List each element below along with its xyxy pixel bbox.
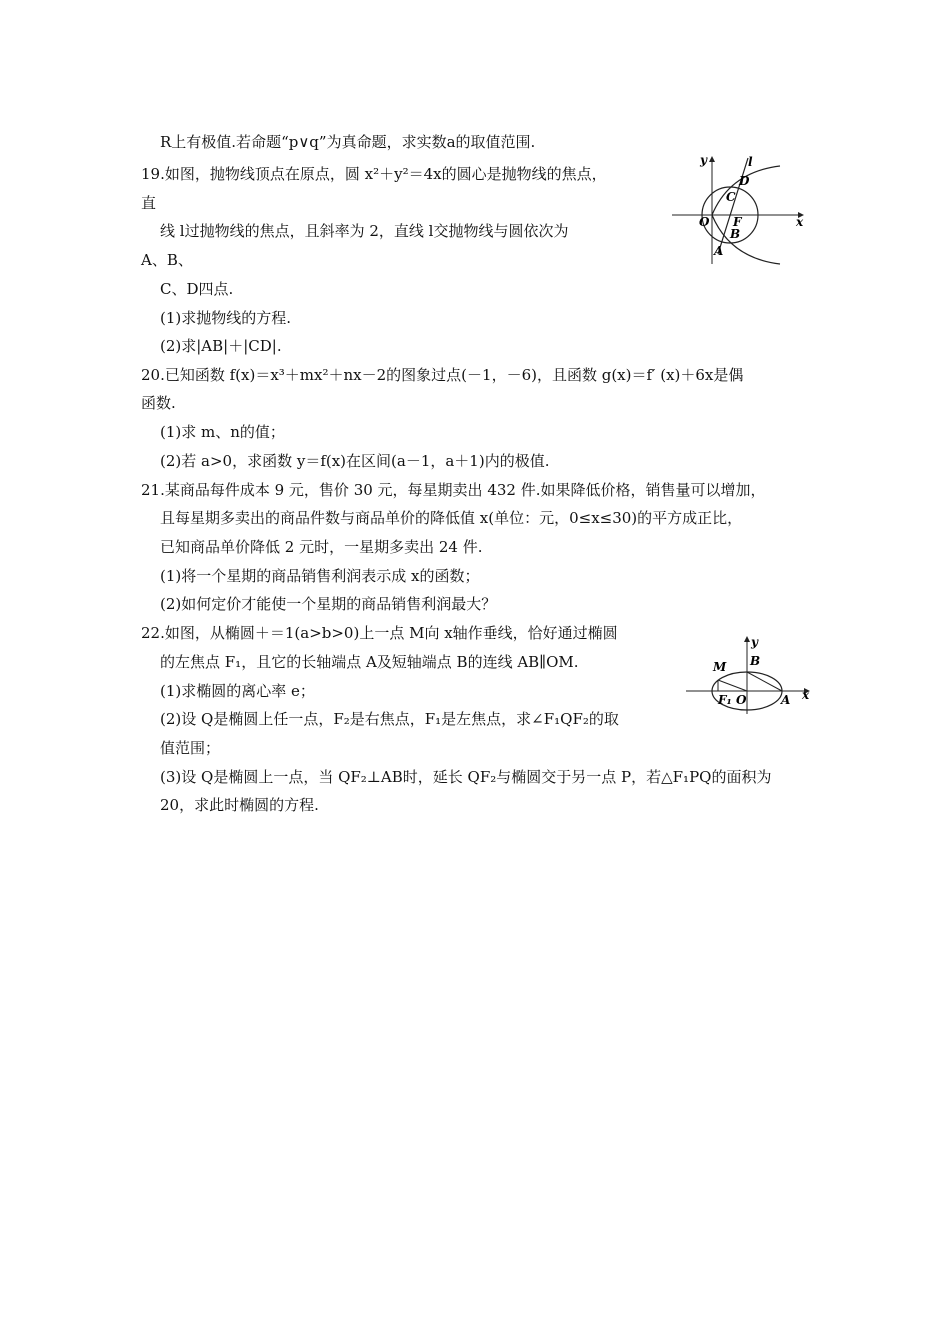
problem-22-part-3a: (3)设 Q是椭圆上一点，当 QF₂⊥AB时，延长 QF₂与椭圆交于另一点 P，若△F₁PQ的面积为 <box>160 768 772 786</box>
y-axis-arrow <box>709 156 715 162</box>
label-M: M <box>713 660 727 674</box>
problem-21-line-3: 已知商品单价降低 2 元时，一星期多卖出 24 件. <box>160 538 483 556</box>
problem-21-part-2: (2)如何定价才能使一个星期的商品销售利润最大？ <box>160 595 497 613</box>
problem-22-part-2a: (2)设 Q是椭圆上任一点，F₂是右焦点，F₁是左焦点，求∠F₁QF₂的取 <box>160 710 619 728</box>
problem-22-part-2b: 值范围； <box>160 739 221 757</box>
problem-22-part-1: (1)求椭圆的离心率 e； <box>160 682 315 700</box>
problem-20-line-1: 20.已知函数 f(x)＝x³＋mx²＋nx－2的图象过点(－1，－6)，且函数 g(x)＝f′ (x)＋6x是偶 <box>141 366 744 384</box>
label-B: B <box>730 227 741 241</box>
problem-19-line-2: 直 <box>141 194 157 212</box>
problem-18-tail: R上有极值.若命题“p∨q”为真命题，求实数a的取值范围. <box>160 133 536 151</box>
problem-19-line-5: C、D四点. <box>160 280 234 298</box>
om-segment <box>718 680 747 691</box>
parabola-circle-figure <box>670 152 810 270</box>
label-l: l <box>748 155 753 169</box>
problem-22-line-2: 的左焦点 F₁，且它的长轴端点 A及短轴端点 B的连线 AB∥OM. <box>160 653 579 671</box>
label-y: y <box>751 636 758 649</box>
label-A: A <box>781 693 791 707</box>
problem-22-line-1: 22.如图，从椭圆＋＝1(a>b>0)上一点 M向 x轴作垂线，恰好通过椭圆 <box>141 624 618 642</box>
problem-20-line-2: 函数. <box>141 394 176 412</box>
problem-21-line-1: 21.某商品每件成本 9 元，售价 30 元，每星期卖出 432 件.如果降低价格，销售量可以增加， <box>141 481 766 499</box>
problem-20-part-2: (2)若 a>0，求函数 y＝f(x)在区间(a－1，a＋1)内的极值. <box>160 452 550 470</box>
label-C: C <box>726 190 736 204</box>
label-F1: F₁ <box>718 693 732 707</box>
label-x: x <box>802 688 810 702</box>
label-y: y <box>700 153 707 167</box>
problem-19-line-4: A、B、 <box>141 251 193 269</box>
problem-19-part-1: (1)求抛物线的方程. <box>160 309 292 327</box>
label-A: A <box>714 244 724 258</box>
problem-21-part-1: (1)将一个星期的商品销售利润表示成 x的函数； <box>160 567 480 585</box>
label-B: B <box>750 654 761 668</box>
problem-19-part-2: (2)求|AB|＋|CD|. <box>160 337 282 355</box>
ellipse-figure <box>684 636 814 716</box>
problem-19-line-1: 19.如图，抛物线顶点在原点，圆 x²＋y²＝4x的圆心是抛物线的焦点， <box>141 165 607 183</box>
problem-22-part-3b: 20，求此时椭圆的方程. <box>160 796 319 814</box>
y-axis-arrow <box>744 636 750 642</box>
problem-21-line-2: 且每星期多卖出的商品件数与商品单价的降低值 x(单位：元，0≤x≤30)的平方成正比， <box>160 509 743 527</box>
label-x: x <box>796 215 804 229</box>
problem-20-part-1: (1)求 m、n的值； <box>160 423 285 441</box>
label-O: O <box>699 215 710 229</box>
problem-19-line-3: 线 l过抛物线的焦点，且斜率为 2，直线 l交抛物线与圆依次为 <box>160 222 569 240</box>
label-O: O <box>736 693 747 707</box>
label-D: D <box>739 174 750 188</box>
label-F: F <box>733 215 742 229</box>
